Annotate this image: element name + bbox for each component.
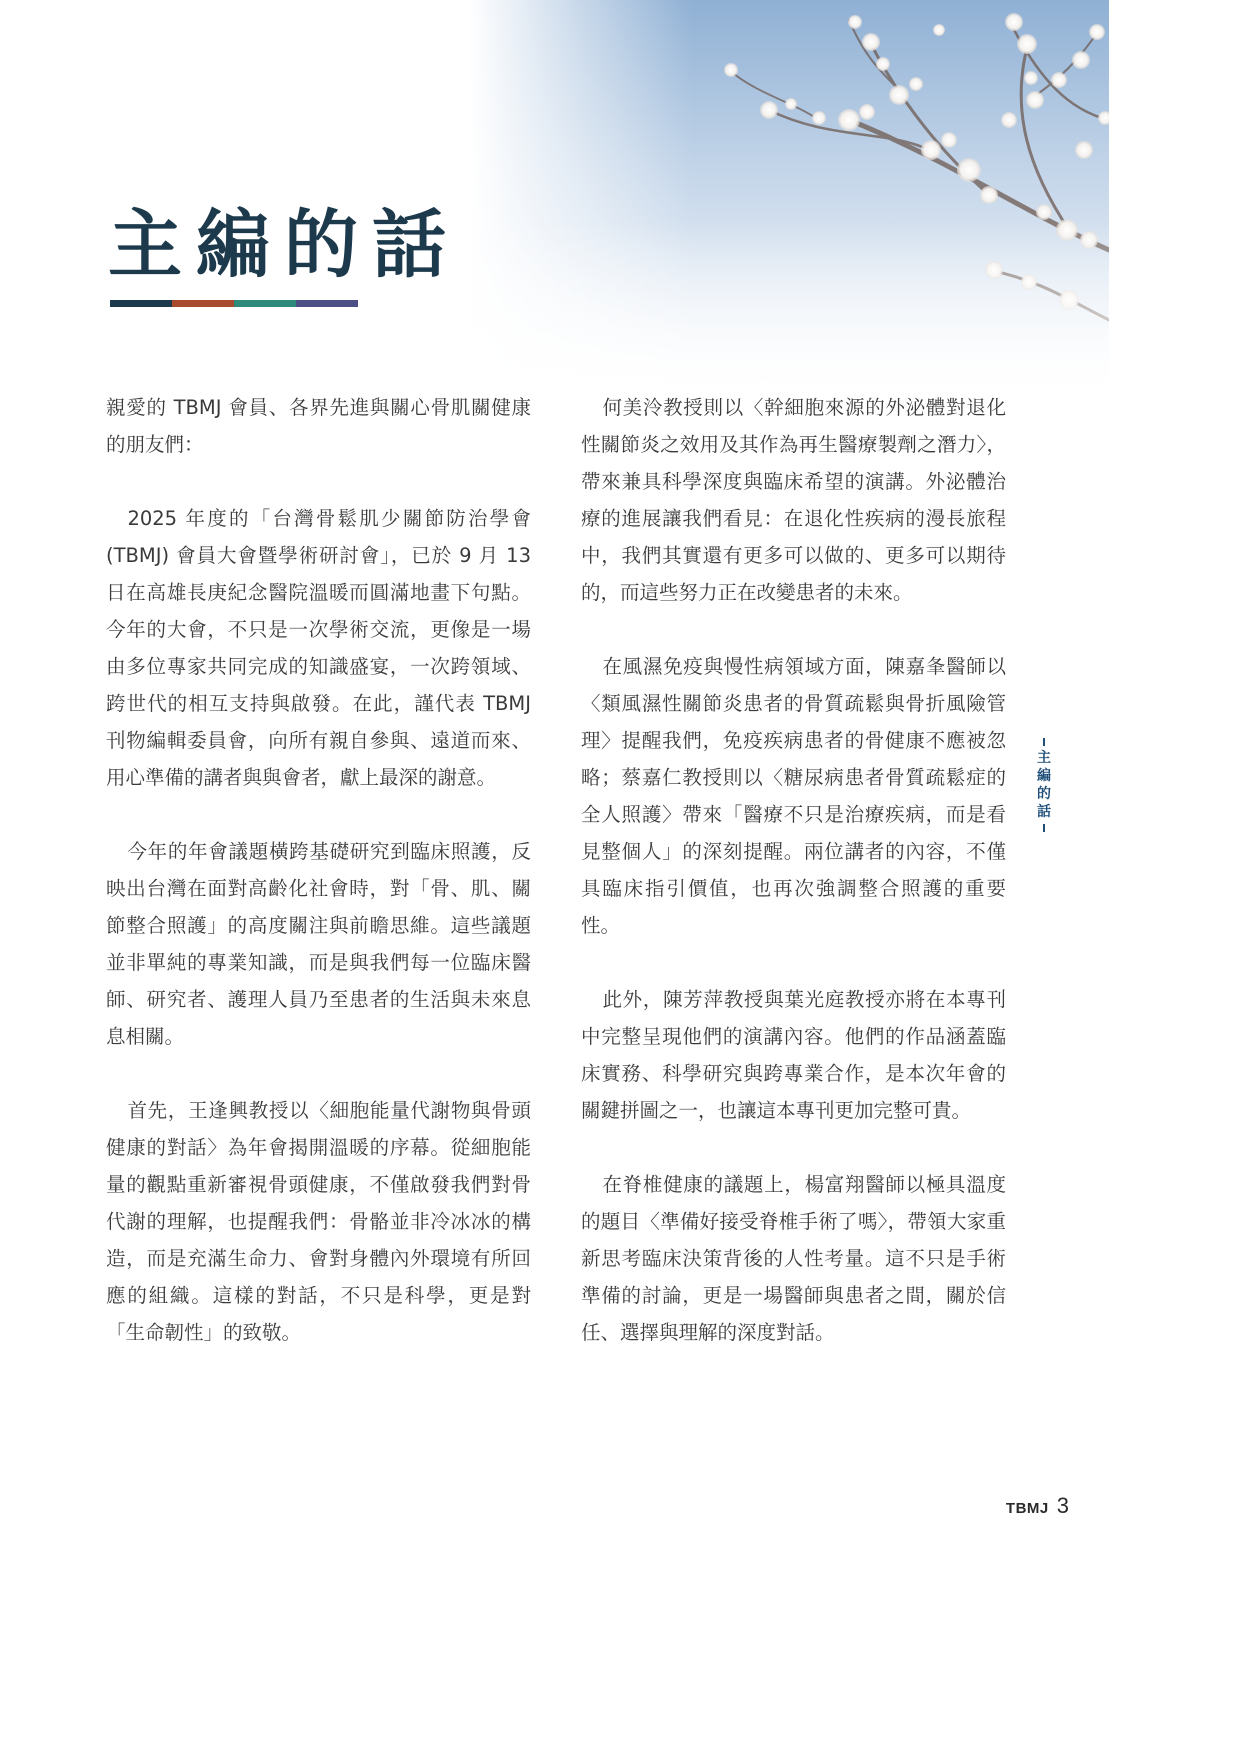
side-tab-tick <box>1043 738 1045 746</box>
side-tab-char: 的 <box>1037 786 1051 802</box>
title-underline-seg <box>110 300 172 307</box>
article-column-left <box>106 389 531 1388</box>
title-underline <box>110 300 358 307</box>
page-title: 主編的話 <box>108 202 460 288</box>
title-underline-seg <box>172 300 234 307</box>
footer-brand: TBMJ <box>1005 1500 1049 1517</box>
side-tab-char: 主 <box>1037 750 1051 766</box>
side-tab-char: 編 <box>1037 768 1051 784</box>
greeting: 親愛的 TBMJ 會員、各界先進與關心骨肌關健康的朋友們： <box>106 396 531 456</box>
hero-blossom-image <box>469 0 1109 400</box>
section-side-tab <box>1034 735 1054 835</box>
paragraph: 何美泠教授則以〈幹細胞來源的外泌體對退化性關節炎之效用及其作為再生醫療製劑之潛力〉，帶來兼具科學深度與臨床希望的演講。外泌體治療的進展讓我們看見：在退化性疾病的漫長旅程中，我們其實還有更多可以做的、更多可以期待的，而這些努力正在改變患者的未來。 <box>581 396 1006 604</box>
title-underline-seg <box>296 300 358 307</box>
paragraph: 此外，陳芳萍教授與葉光庭教授亦將在本專刊中完整呈現他們的演講內容。他們的作品涵蓋臨床實務、科學研究與跨專業合作，是本次年會的關鍵拼圖之一，也讓這本專刊更加完整可貴。 <box>581 988 1006 1122</box>
page-number: 3 <box>1056 1493 1069 1518</box>
side-tab-tick <box>1043 824 1045 832</box>
paragraph: 在風濕免疫與慢性病領域方面，陳嘉夆醫師以〈類風濕性關節炎患者的骨質疏鬆與骨折風險管理〉提醒我們，免疫疾病患者的骨健康不應被忽略；蔡嘉仁教授則以〈糖尿病患者骨質疏鬆症的全人照護〉帶來「醫療不只是治療疾病，而是看見整個人」的深刻提醒。兩位講者的內容，不僅具臨床指引價值，也再次強調整合照護的重要性。 <box>581 655 1006 937</box>
article-column-right <box>581 389 1006 1388</box>
paragraph: 首先，王逢興教授以〈細胞能量代謝物與骨頭健康的對話〉為年會揭開溫暖的序幕。從細胞能量的觀點重新審視骨頭健康，不僅啟發我們對骨代謝的理解，也提醒我們：骨骼並非冷冰冰的構造，而是充滿生命力、會對身體內外環境有所回應的組織。這樣的對話，不只是科學，更是對「生命韌性」的致敬。 <box>106 1099 531 1344</box>
title-underline-seg <box>234 300 296 307</box>
page-footer <box>1006 1493 1069 1519</box>
side-tab-char: 話 <box>1037 804 1051 820</box>
paragraph: 2025 年度的「台灣骨鬆肌少關節防治學會 (TBMJ) 會員大會暨學術研討會」，已於 9 月 13 日在高雄長庚紀念醫院溫暖而圓滿地畫下句點。今年的大會，不只是一次學術交流，更像是一場由多位專家共同完成的知識盛宴，一次跨領域、跨世代的相互支持與啟發。在此，謹代表 TBMJ 刊物編輯委員會，向所有親自參與、遠道而來、用心準備的講者與與會者，獻上最深的謝意。 <box>106 507 531 789</box>
paragraph: 在脊椎健康的議題上，楊富翔醫師以極具溫度的題目〈準備好接受脊椎手術了嗎〉，帶領大家重新思考臨床決策背後的人性考量。這不只是手術準備的討論，更是一場醫師與患者之間，關於信任、選擇與理解的深度對話。 <box>581 1173 1006 1344</box>
paragraph: 今年的年會議題橫跨基礎研究到臨床照護，反映出台灣在面對高齡化社會時，對「骨、肌、關節整合照護」的高度關注與前瞻思維。這些議題並非單純的專業知識，而是與我們每一位臨床醫師、研究者、護理人員乃至患者的生活與未來息息相關。 <box>106 840 531 1048</box>
